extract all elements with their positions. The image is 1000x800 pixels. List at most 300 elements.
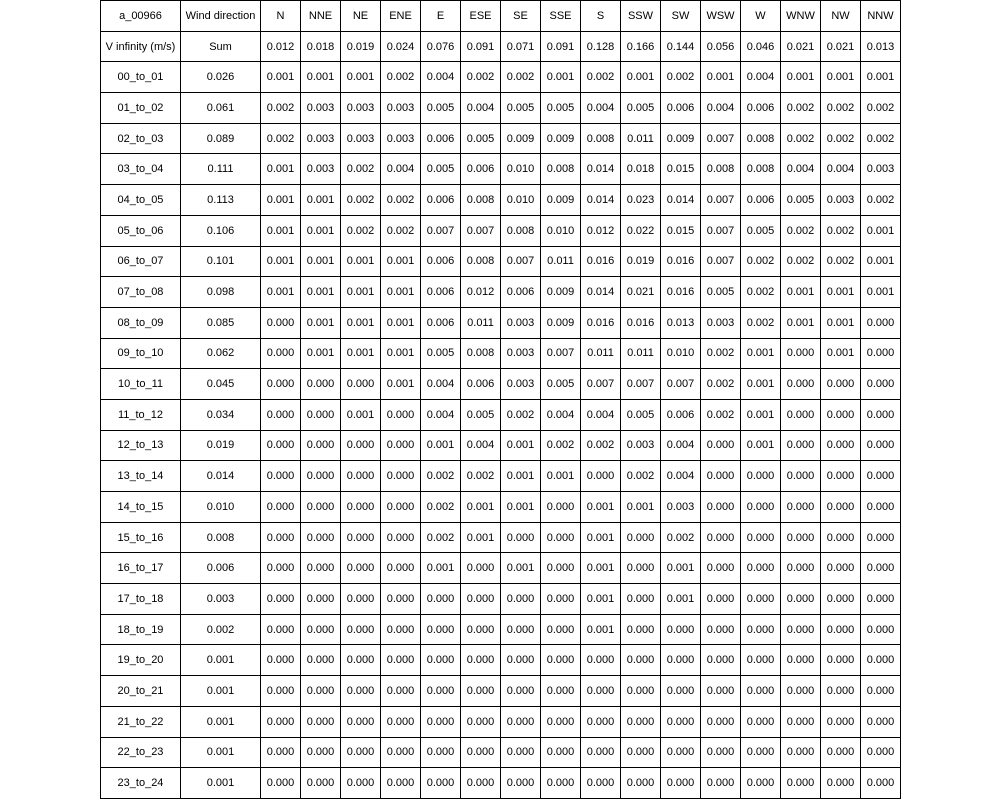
frequency-cell: 0.000	[341, 492, 381, 523]
frequency-cell: 0.000	[501, 768, 541, 799]
direction-header-se: SE	[501, 1, 541, 32]
speed-bin-sum: 0.111	[181, 154, 261, 185]
frequency-cell: 0.000	[301, 553, 341, 584]
frequency-cell: 0.000	[861, 307, 901, 338]
frequency-cell: 0.000	[861, 737, 901, 768]
direction-sum-nw: 0.021	[821, 31, 861, 62]
speed-bin-sum: 0.106	[181, 215, 261, 246]
frequency-cell: 0.001	[581, 492, 621, 523]
speed-bin-sum: 0.113	[181, 185, 261, 216]
frequency-cell: 0.002	[781, 93, 821, 124]
frequency-cell: 0.000	[261, 768, 301, 799]
frequency-cell: 0.000	[381, 706, 421, 737]
frequency-cell: 0.000	[621, 737, 661, 768]
frequency-cell: 0.001	[741, 399, 781, 430]
table-row	[101, 338, 901, 369]
frequency-cell: 0.001	[261, 154, 301, 185]
frequency-cell: 0.001	[301, 215, 341, 246]
speed-bin-label: 02_to_03	[101, 123, 181, 154]
frequency-cell: 0.000	[541, 553, 581, 584]
frequency-cell: 0.000	[341, 737, 381, 768]
frequency-cell: 0.016	[581, 246, 621, 277]
frequency-cell: 0.000	[381, 584, 421, 615]
frequency-cell: 0.000	[781, 399, 821, 430]
frequency-cell: 0.000	[741, 461, 781, 492]
frequency-cell: 0.000	[341, 522, 381, 553]
frequency-cell: 0.000	[421, 676, 461, 707]
frequency-cell: 0.000	[781, 584, 821, 615]
frequency-cell: 0.011	[621, 123, 661, 154]
header-row	[101, 1, 901, 32]
frequency-cell: 0.005	[741, 215, 781, 246]
frequency-cell: 0.011	[461, 307, 501, 338]
frequency-cell: 0.001	[301, 338, 341, 369]
frequency-cell: 0.000	[821, 645, 861, 676]
direction-header-s: S	[581, 1, 621, 32]
frequency-cell: 0.003	[381, 123, 421, 154]
frequency-cell: 0.001	[621, 62, 661, 93]
frequency-cell: 0.001	[581, 614, 621, 645]
frequency-cell: 0.006	[421, 277, 461, 308]
frequency-cell: 0.003	[341, 123, 381, 154]
frequency-cell: 0.002	[381, 62, 421, 93]
frequency-cell: 0.000	[341, 614, 381, 645]
frequency-cell: 0.000	[381, 399, 421, 430]
frequency-cell: 0.005	[701, 277, 741, 308]
frequency-cell: 0.000	[781, 338, 821, 369]
frequency-cell: 0.004	[461, 93, 501, 124]
frequency-cell: 0.000	[341, 676, 381, 707]
frequency-cell: 0.001	[861, 215, 901, 246]
frequency-cell: 0.007	[421, 215, 461, 246]
header-label: Wind direction	[181, 1, 261, 32]
frequency-cell: 0.000	[301, 584, 341, 615]
frequency-cell: 0.004	[661, 461, 701, 492]
frequency-cell: 0.002	[701, 399, 741, 430]
frequency-cell: 0.000	[621, 768, 661, 799]
frequency-cell: 0.011	[621, 338, 661, 369]
frequency-cell: 0.000	[261, 676, 301, 707]
frequency-cell: 0.000	[301, 645, 341, 676]
frequency-cell: 0.000	[701, 645, 741, 676]
frequency-cell: 0.000	[381, 614, 421, 645]
frequency-cell: 0.000	[781, 676, 821, 707]
frequency-cell: 0.000	[301, 676, 341, 707]
frequency-cell: 0.001	[501, 461, 541, 492]
frequency-cell: 0.000	[741, 522, 781, 553]
speed-bin-label: 07_to_08	[101, 277, 181, 308]
frequency-cell: 0.000	[821, 584, 861, 615]
frequency-cell: 0.016	[621, 307, 661, 338]
frequency-cell: 0.000	[261, 307, 301, 338]
frequency-cell: 0.002	[781, 246, 821, 277]
frequency-cell: 0.000	[581, 737, 621, 768]
frequency-cell: 0.005	[621, 93, 661, 124]
frequency-cell: 0.000	[661, 706, 701, 737]
frequency-cell: 0.001	[861, 277, 901, 308]
direction-sum-e: 0.076	[421, 31, 461, 62]
frequency-cell: 0.011	[581, 338, 621, 369]
frequency-cell: 0.002	[461, 62, 501, 93]
frequency-cell: 0.006	[461, 154, 501, 185]
frequency-cell: 0.000	[781, 553, 821, 584]
direction-header-w: W	[741, 1, 781, 32]
speed-bin-label: 18_to_19	[101, 614, 181, 645]
direction-sum-ne: 0.019	[341, 31, 381, 62]
speed-bin-sum: 0.045	[181, 369, 261, 400]
frequency-cell: 0.000	[501, 584, 541, 615]
frequency-cell: 0.000	[661, 676, 701, 707]
table-row	[101, 676, 901, 707]
frequency-cell: 0.007	[581, 369, 621, 400]
frequency-cell: 0.000	[701, 553, 741, 584]
frequency-cell: 0.001	[381, 338, 421, 369]
table-row	[101, 768, 901, 799]
speed-bin-label: 04_to_05	[101, 185, 181, 216]
frequency-cell: 0.007	[541, 338, 581, 369]
frequency-cell: 0.001	[261, 246, 301, 277]
direction-header-wnw: WNW	[781, 1, 821, 32]
frequency-cell: 0.003	[301, 123, 341, 154]
speed-bin-label: 21_to_22	[101, 706, 181, 737]
speed-bin-sum: 0.010	[181, 492, 261, 523]
frequency-cell: 0.000	[501, 706, 541, 737]
table-row	[101, 369, 901, 400]
speed-bin-label: 22_to_23	[101, 737, 181, 768]
frequency-cell: 0.000	[621, 676, 661, 707]
frequency-cell: 0.008	[461, 185, 501, 216]
table-row	[101, 430, 901, 461]
speed-bin-sum: 0.026	[181, 62, 261, 93]
table-row	[101, 522, 901, 553]
frequency-cell: 0.002	[341, 215, 381, 246]
frequency-cell: 0.001	[341, 277, 381, 308]
frequency-cell: 0.005	[621, 399, 661, 430]
frequency-cell: 0.018	[621, 154, 661, 185]
frequency-cell: 0.010	[661, 338, 701, 369]
table-row	[101, 246, 901, 277]
frequency-cell: 0.012	[581, 215, 621, 246]
direction-sum-se: 0.071	[501, 31, 541, 62]
speed-bin-label: 00_to_01	[101, 62, 181, 93]
frequency-cell: 0.000	[341, 768, 381, 799]
frequency-cell: 0.001	[781, 62, 821, 93]
frequency-cell: 0.008	[501, 215, 541, 246]
frequency-cell: 0.000	[461, 768, 501, 799]
frequency-cell: 0.000	[781, 461, 821, 492]
frequency-cell: 0.009	[541, 277, 581, 308]
frequency-cell: 0.000	[701, 737, 741, 768]
frequency-cell: 0.000	[261, 430, 301, 461]
frequency-cell: 0.002	[381, 215, 421, 246]
frequency-cell: 0.009	[541, 123, 581, 154]
direction-header-ese: ESE	[461, 1, 501, 32]
frequency-cell: 0.000	[781, 737, 821, 768]
frequency-cell: 0.001	[741, 430, 781, 461]
frequency-cell: 0.000	[501, 737, 541, 768]
direction-sum-ese: 0.091	[461, 31, 501, 62]
table-row	[101, 737, 901, 768]
frequency-cell: 0.007	[701, 246, 741, 277]
frequency-cell: 0.000	[781, 492, 821, 523]
frequency-cell: 0.001	[381, 246, 421, 277]
speed-bin-label: 13_to_14	[101, 461, 181, 492]
frequency-cell: 0.000	[821, 737, 861, 768]
frequency-cell: 0.000	[861, 338, 901, 369]
frequency-cell: 0.005	[421, 93, 461, 124]
frequency-cell: 0.005	[461, 123, 501, 154]
direction-header-nne: NNE	[301, 1, 341, 32]
frequency-cell: 0.007	[461, 215, 501, 246]
frequency-cell: 0.007	[701, 215, 741, 246]
frequency-cell: 0.006	[741, 185, 781, 216]
frequency-cell: 0.003	[861, 154, 901, 185]
frequency-cell: 0.000	[861, 614, 901, 645]
frequency-cell: 0.001	[341, 246, 381, 277]
speed-bin-sum: 0.003	[181, 584, 261, 615]
frequency-cell: 0.003	[341, 93, 381, 124]
frequency-cell: 0.000	[621, 584, 661, 615]
frequency-cell: 0.002	[501, 62, 541, 93]
frequency-cell: 0.001	[741, 369, 781, 400]
table-row	[101, 645, 901, 676]
frequency-cell: 0.008	[741, 154, 781, 185]
frequency-cell: 0.005	[501, 93, 541, 124]
direction-sum-n: 0.012	[261, 31, 301, 62]
frequency-cell: 0.000	[701, 522, 741, 553]
frequency-cell: 0.008	[461, 338, 501, 369]
frequency-cell: 0.000	[381, 522, 421, 553]
frequency-cell: 0.000	[781, 614, 821, 645]
frequency-cell: 0.006	[421, 246, 461, 277]
frequency-cell: 0.002	[421, 492, 461, 523]
frequency-cell: 0.000	[781, 369, 821, 400]
frequency-cell: 0.004	[421, 62, 461, 93]
speed-bin-sum: 0.014	[181, 461, 261, 492]
speed-bin-label: 10_to_11	[101, 369, 181, 400]
frequency-cell: 0.000	[701, 584, 741, 615]
frequency-cell: 0.001	[261, 62, 301, 93]
frequency-cell: 0.000	[781, 430, 821, 461]
frequency-cell: 0.000	[461, 553, 501, 584]
direction-sum-sw: 0.144	[661, 31, 701, 62]
frequency-cell: 0.000	[821, 553, 861, 584]
frequency-cell: 0.002	[861, 123, 901, 154]
frequency-cell: 0.000	[421, 768, 461, 799]
frequency-cell: 0.000	[261, 338, 301, 369]
direction-header-ne: NE	[341, 1, 381, 32]
frequency-cell: 0.005	[541, 93, 581, 124]
speed-bin-label: 23_to_24	[101, 768, 181, 799]
frequency-cell: 0.001	[381, 369, 421, 400]
frequency-cell: 0.000	[581, 768, 621, 799]
frequency-cell: 0.001	[861, 246, 901, 277]
frequency-cell: 0.000	[501, 614, 541, 645]
frequency-cell: 0.000	[821, 461, 861, 492]
frequency-cell: 0.001	[741, 338, 781, 369]
frequency-cell: 0.001	[821, 277, 861, 308]
direction-header-wsw: WSW	[701, 1, 741, 32]
frequency-cell: 0.000	[741, 553, 781, 584]
frequency-cell: 0.000	[261, 461, 301, 492]
frequency-cell: 0.000	[821, 399, 861, 430]
frequency-cell: 0.000	[381, 645, 421, 676]
frequency-cell: 0.000	[621, 553, 661, 584]
frequency-cell: 0.006	[461, 369, 501, 400]
frequency-cell: 0.000	[261, 737, 301, 768]
frequency-cell: 0.003	[381, 93, 421, 124]
frequency-cell: 0.000	[461, 614, 501, 645]
frequency-cell: 0.019	[621, 246, 661, 277]
frequency-cell: 0.001	[421, 553, 461, 584]
frequency-cell: 0.000	[541, 737, 581, 768]
speed-bin-sum: 0.001	[181, 706, 261, 737]
frequency-cell: 0.000	[541, 645, 581, 676]
speed-bin-sum: 0.001	[181, 737, 261, 768]
sum-label: Sum	[181, 31, 261, 62]
frequency-cell: 0.000	[781, 706, 821, 737]
direction-sum-w: 0.046	[741, 31, 781, 62]
frequency-cell: 0.002	[501, 399, 541, 430]
frequency-cell: 0.000	[341, 553, 381, 584]
frequency-cell: 0.003	[301, 154, 341, 185]
frequency-cell: 0.003	[501, 338, 541, 369]
direction-header-nnw: NNW	[861, 1, 901, 32]
frequency-cell: 0.006	[421, 307, 461, 338]
frequency-cell: 0.002	[261, 123, 301, 154]
speed-bin-label: 11_to_12	[101, 399, 181, 430]
frequency-cell: 0.001	[581, 584, 621, 615]
frequency-cell: 0.002	[861, 93, 901, 124]
frequency-cell: 0.000	[741, 737, 781, 768]
frequency-cell: 0.007	[701, 185, 741, 216]
frequency-cell: 0.002	[541, 430, 581, 461]
speed-bin-sum: 0.001	[181, 768, 261, 799]
frequency-cell: 0.002	[341, 154, 381, 185]
speed-bin-sum: 0.034	[181, 399, 261, 430]
frequency-cell: 0.003	[821, 185, 861, 216]
frequency-cell: 0.000	[301, 369, 341, 400]
direction-header-sse: SSE	[541, 1, 581, 32]
frequency-cell: 0.000	[861, 461, 901, 492]
table-row	[101, 123, 901, 154]
frequency-cell: 0.000	[621, 614, 661, 645]
speed-bin-sum: 0.006	[181, 553, 261, 584]
frequency-cell: 0.001	[301, 246, 341, 277]
frequency-cell: 0.000	[541, 492, 581, 523]
frequency-cell: 0.000	[821, 369, 861, 400]
frequency-cell: 0.000	[861, 706, 901, 737]
frequency-cell: 0.001	[421, 430, 461, 461]
speed-bin-label: 12_to_13	[101, 430, 181, 461]
frequency-cell: 0.010	[501, 154, 541, 185]
frequency-cell: 0.001	[581, 522, 621, 553]
frequency-cell: 0.003	[301, 93, 341, 124]
frequency-cell: 0.014	[581, 185, 621, 216]
frequency-cell: 0.001	[821, 62, 861, 93]
frequency-cell: 0.000	[261, 553, 301, 584]
frequency-cell: 0.004	[741, 62, 781, 93]
frequency-cell: 0.002	[781, 215, 821, 246]
frequency-cell: 0.006	[661, 399, 701, 430]
table-row	[101, 277, 901, 308]
frequency-cell: 0.000	[501, 645, 541, 676]
frequency-cell: 0.000	[301, 399, 341, 430]
frequency-cell: 0.000	[701, 768, 741, 799]
frequency-cell: 0.000	[261, 614, 301, 645]
frequency-cell: 0.000	[861, 492, 901, 523]
frequency-cell: 0.000	[661, 645, 701, 676]
frequency-cell: 0.000	[701, 492, 741, 523]
table-body	[101, 1, 901, 799]
frequency-cell: 0.001	[341, 307, 381, 338]
speed-bin-label: 16_to_17	[101, 553, 181, 584]
speed-bin-sum: 0.085	[181, 307, 261, 338]
frequency-cell: 0.000	[861, 676, 901, 707]
speed-bin-sum: 0.089	[181, 123, 261, 154]
frequency-cell: 0.000	[301, 737, 341, 768]
frequency-cell: 0.000	[461, 737, 501, 768]
direction-sum-nne: 0.018	[301, 31, 341, 62]
frequency-cell: 0.000	[821, 676, 861, 707]
frequency-cell: 0.000	[341, 461, 381, 492]
speed-bin-label: 19_to_20	[101, 645, 181, 676]
frequency-cell: 0.000	[261, 645, 301, 676]
speed-bin-label: 03_to_04	[101, 154, 181, 185]
speed-bin-label: 08_to_09	[101, 307, 181, 338]
frequency-cell: 0.004	[541, 399, 581, 430]
frequency-cell: 0.000	[741, 676, 781, 707]
frequency-cell: 0.000	[861, 430, 901, 461]
frequency-cell: 0.008	[581, 123, 621, 154]
table-row	[101, 461, 901, 492]
frequency-cell: 0.000	[381, 492, 421, 523]
frequency-cell: 0.001	[301, 62, 341, 93]
frequency-cell: 0.004	[821, 154, 861, 185]
frequency-cell: 0.001	[341, 338, 381, 369]
frequency-cell: 0.000	[701, 676, 741, 707]
frequency-cell: 0.001	[261, 215, 301, 246]
frequency-cell: 0.023	[621, 185, 661, 216]
frequency-cell: 0.015	[661, 215, 701, 246]
direction-sum-s: 0.128	[581, 31, 621, 62]
frequency-cell: 0.000	[261, 522, 301, 553]
frequency-cell: 0.000	[741, 645, 781, 676]
frequency-cell: 0.000	[781, 645, 821, 676]
frequency-cell: 0.014	[581, 154, 621, 185]
frequency-cell: 0.002	[661, 62, 701, 93]
frequency-cell: 0.000	[461, 676, 501, 707]
frequency-cell: 0.005	[421, 338, 461, 369]
frequency-cell: 0.001	[381, 307, 421, 338]
speed-bin-label: 06_to_07	[101, 246, 181, 277]
frequency-cell: 0.001	[461, 522, 501, 553]
frequency-cell: 0.000	[421, 737, 461, 768]
frequency-cell: 0.001	[341, 62, 381, 93]
frequency-cell: 0.001	[821, 307, 861, 338]
frequency-cell: 0.000	[861, 645, 901, 676]
frequency-cell: 0.000	[421, 614, 461, 645]
frequency-cell: 0.007	[701, 123, 741, 154]
frequency-cell: 0.002	[821, 123, 861, 154]
speed-bin-label: 09_to_10	[101, 338, 181, 369]
frequency-cell: 0.000	[861, 768, 901, 799]
frequency-cell: 0.000	[301, 461, 341, 492]
frequency-cell: 0.006	[501, 277, 541, 308]
frequency-cell: 0.000	[581, 645, 621, 676]
frequency-cell: 0.000	[421, 706, 461, 737]
frequency-cell: 0.000	[541, 522, 581, 553]
